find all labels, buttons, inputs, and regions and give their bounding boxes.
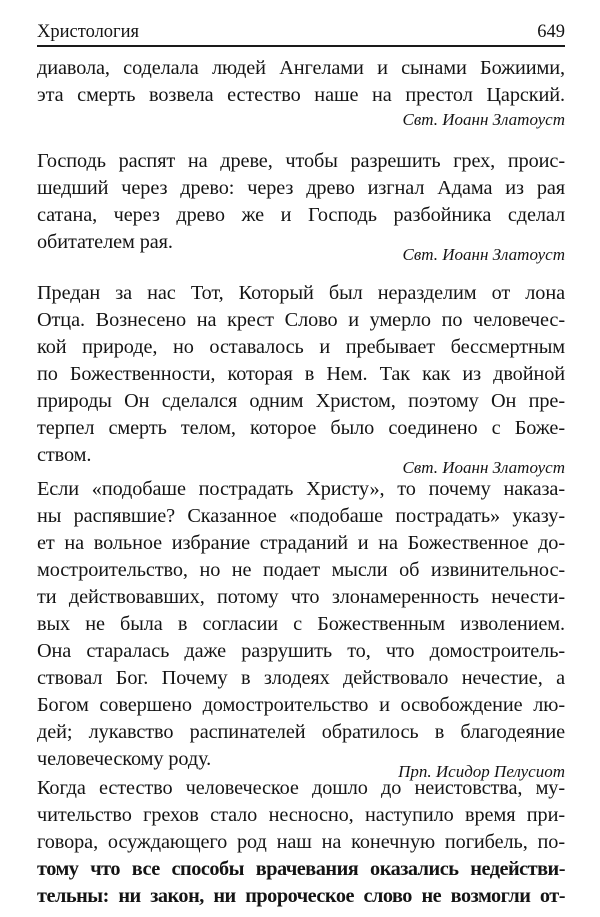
quote-block xyxy=(37,476,565,783)
text-line: вых не была в согласии с Божественным изволением. xyxy=(37,613,565,635)
text-line: шедший через древо: через древо изгнал Адама из рая xyxy=(37,177,565,199)
text-line: мостроительство, но не подает мысли об извинительнос- xyxy=(37,559,565,581)
text-line: диавола, соделала людей Ангелами и сынами Божиими, xyxy=(37,57,565,79)
text-line: Когда естество человеческое дошло до неистовства, му- xyxy=(37,777,565,799)
text-line: сатана, через древо же и Господь разбойника сделал xyxy=(37,204,565,226)
text-line: Богом совершено домостроительство и освобождение лю- xyxy=(37,694,565,716)
section-title: Христология xyxy=(37,22,140,42)
quote-block xyxy=(37,280,565,479)
text-line: ет на вольное избрание страданий и на Божественное до- xyxy=(37,532,565,554)
text-line: Она старалась даже разрушить то, что домостроитель- xyxy=(37,640,565,662)
text-line: ны распявшие? Сказанное «подобаше пострадать» указу- xyxy=(37,505,565,527)
text-line: эта смерть возвела естество наше на престол Царский. xyxy=(37,84,565,106)
quote-attribution: Прп. Исидор Пелусиот xyxy=(398,762,565,781)
text-line: ством. xyxy=(37,444,92,466)
quote-attribution: Свт. Иоанн Златоуст xyxy=(402,245,565,264)
quote-attribution: Свт. Иоанн Златоуст xyxy=(402,110,565,129)
text-line: чительство грехов стало несносно, наступило время при- xyxy=(37,804,565,826)
quote-block xyxy=(37,148,565,266)
text-line: Отца. Вознесено на крест Слово и умерло по человечес- xyxy=(37,309,565,331)
text-line: ствовал Бог. Почему в злодеях действовало нечестие, а xyxy=(37,667,565,689)
text-line: тому что все способы врачевания оказались недействи- xyxy=(37,858,565,880)
quote-block xyxy=(37,55,565,131)
text-line: тельны: ни закон, ни пророческое слово не возмогли от- xyxy=(37,885,565,907)
page-number: 649 xyxy=(537,22,565,42)
text-line: человеческому роду. xyxy=(37,748,212,770)
text-line: терпел смерть телом, которое было соединено с Боже- xyxy=(37,417,565,439)
text-line: Предан за нас Тот, Который был неразделим от лона xyxy=(37,282,565,304)
text-line: Господь распят на древе, чтобы разрешить грех, проис- xyxy=(37,150,565,172)
quote-block xyxy=(37,775,565,910)
text-line: Если «подобаше пострадать Христу», то почему наказа- xyxy=(37,478,565,500)
text-line: по Божественности, которая в Нем. Так как из двойной xyxy=(37,363,565,385)
text-line: обитателем рая. xyxy=(37,231,173,253)
quote-attribution: Свт. Иоанн Златоуст xyxy=(402,458,565,477)
running-header xyxy=(37,19,565,47)
text-line: кой природе, но оставалось и пребывает бессмертным xyxy=(37,336,565,358)
text-line: дей; лукавство распинателей обратилось в благодеяние xyxy=(37,721,565,743)
text-line: природы Он сделался одним Христом, поэтому Он пре- xyxy=(37,390,565,412)
text-line: говора, осуждающего род наш на конечную погибель, по- xyxy=(37,831,565,853)
text-line: ти действовавших, потому что злонамеренность нечести- xyxy=(37,586,565,608)
